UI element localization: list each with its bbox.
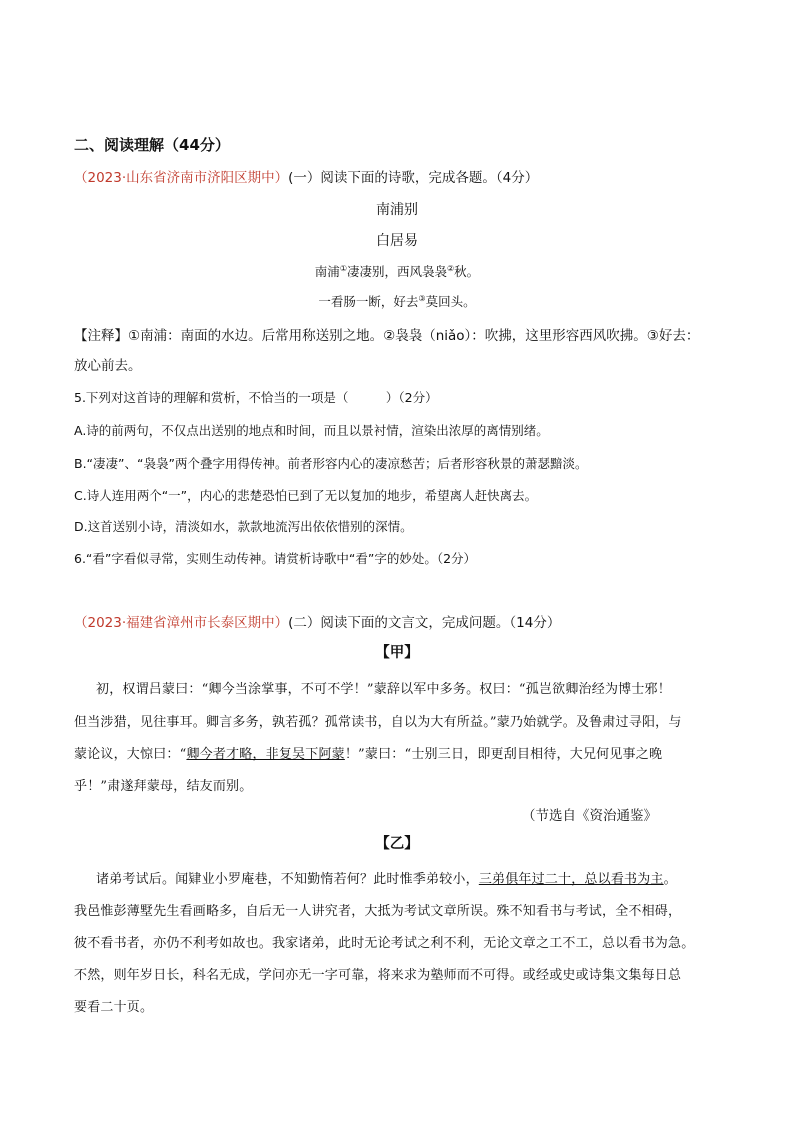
note-marker-3: ③ bbox=[418, 293, 426, 303]
poem-line-2-part-b: 莫回头。 bbox=[425, 294, 476, 309]
option-a: A.诗的前两句，不仅点出送别的地点和时间，而且以景衬情，渲染出浓厚的离情别绪。 bbox=[74, 423, 549, 438]
question-5: 5.下列对这首诗的理解和赏析，不恰当的一项是（ ）（2分） bbox=[74, 390, 438, 405]
notes-line-2: 放心前去。 bbox=[74, 358, 142, 374]
section-title: 二、阅读理解（44分） bbox=[74, 136, 230, 154]
jia-line-3 bbox=[74, 743, 662, 762]
note-marker-2: ② bbox=[447, 263, 455, 273]
q2-header bbox=[74, 611, 560, 631]
q1-header bbox=[74, 166, 538, 186]
poem-line-2 bbox=[0, 292, 794, 310]
q1-intro: (一）阅读下面的诗歌，完成各题。（4分） bbox=[288, 170, 539, 186]
heading-jia: 【甲】 bbox=[375, 645, 419, 661]
q2-intro: (二）阅读下面的文言文，完成问题。（14分） bbox=[288, 615, 561, 631]
yi-line-3: 彼不看书者，亦仍不利考如故也。我家诸弟，此时无论考试之利不利，无论文章之工不工，总以看书为急。 bbox=[74, 936, 695, 951]
poem-line-1-part-a: 南浦 bbox=[314, 264, 340, 279]
jia-source: （节选自《资治通鉴》 bbox=[522, 808, 657, 824]
option-d: D.这首送别小诗，清淡如水，款款地流泻出依依惜别的深情。 bbox=[74, 519, 413, 534]
yi-line-5: 要看二十页。 bbox=[74, 1000, 154, 1015]
jia-line-1: 初，权谓吕蒙曰：“卿今当涂掌事，不可不学！”蒙辞以军中多务。权曰：“孤岂欲卿治经为博士邪！ bbox=[96, 682, 671, 697]
yi-line-1 bbox=[96, 868, 677, 887]
q2-source: 2023·福建省漳州市长泰区期中 bbox=[87, 615, 275, 631]
yi-underlined-sentence: 三弟俱年过二十，总以看书为主 bbox=[478, 872, 664, 887]
yi-line-4: 不然，则年岁日长，科名无成，学问亦无一字可靠，将来求为塾师而不可得。或经或史或诗集文集每日总 bbox=[74, 968, 682, 983]
jia-line-3-part-a: 蒙论议，大惊曰：“ bbox=[74, 747, 187, 762]
yi-line-2: 我邑惟彭薄墅先生看画略多，自后无一人讲究者，大抵为考试文章所误。殊不知看书与考试，全不相碍， bbox=[74, 904, 682, 919]
poem-line-2-part-a: 一看肠一断，好去 bbox=[318, 294, 419, 309]
jia-underlined-sentence: 卿今者才略，非复吴下阿蒙 bbox=[186, 747, 345, 762]
poem-line-1-part-b: 凄凄别，西风袅袅 bbox=[346, 264, 447, 279]
yi-line-1-part-b: 。 bbox=[663, 872, 677, 887]
q1-source-close: ） bbox=[274, 170, 289, 186]
note-marker-1: ① bbox=[339, 263, 347, 273]
jia-line-4: 乎！”肃遂拜蒙母，结友而别。 bbox=[74, 779, 253, 794]
jia-line-2: 但当涉猎，见往事耳。卿言多务，孰若孤？孤常读书，自以为大有所益。”蒙乃始就学。及鲁肃过寻阳，与 bbox=[74, 715, 682, 730]
poem-author: 白居易 bbox=[376, 233, 418, 249]
q2-source-close: ） bbox=[274, 615, 289, 631]
question-6: 6.“看”字看似寻常，实则生动传神。请赏析诗歌中“看”字的妙处。（2分） bbox=[74, 551, 477, 566]
q1-source: 2023·山东省济南市济阳区期中 bbox=[87, 170, 275, 186]
poem-title: 南浦别 bbox=[376, 202, 418, 218]
option-c: C.诗人连用两个“一”，内心的悲楚恐怕已到了无以复加的地步，希望离人赶快离去。 bbox=[74, 488, 538, 503]
yi-line-1-part-a: 诸弟考试后。闻肄业小罗庵巷，不知勤惰若何？此时惟季弟较小， bbox=[96, 872, 479, 887]
jia-line-3-part-b: ！”蒙曰：“士别三日，即更刮目相待，大兄何见事之晚 bbox=[344, 747, 663, 762]
q1-source-open: （ bbox=[74, 170, 88, 186]
poem-line-1-part-c: 秋。 bbox=[454, 264, 480, 279]
q2-source-open: （ bbox=[74, 615, 88, 631]
poem-line-1 bbox=[0, 262, 794, 280]
notes-line-1: 【注释】①南浦：南面的水边。后常用称送别之地。②袅袅（niǎo）：吹拂，这里形容西风吹拂。③好去： bbox=[74, 328, 700, 344]
option-b: B.“凄凄”、“袅袅”两个叠字用得传神。前者形容内心的凄凉愁苦；后者形容秋景的萧瑟黯淡。 bbox=[74, 456, 588, 471]
heading-yi: 【乙】 bbox=[375, 836, 419, 852]
